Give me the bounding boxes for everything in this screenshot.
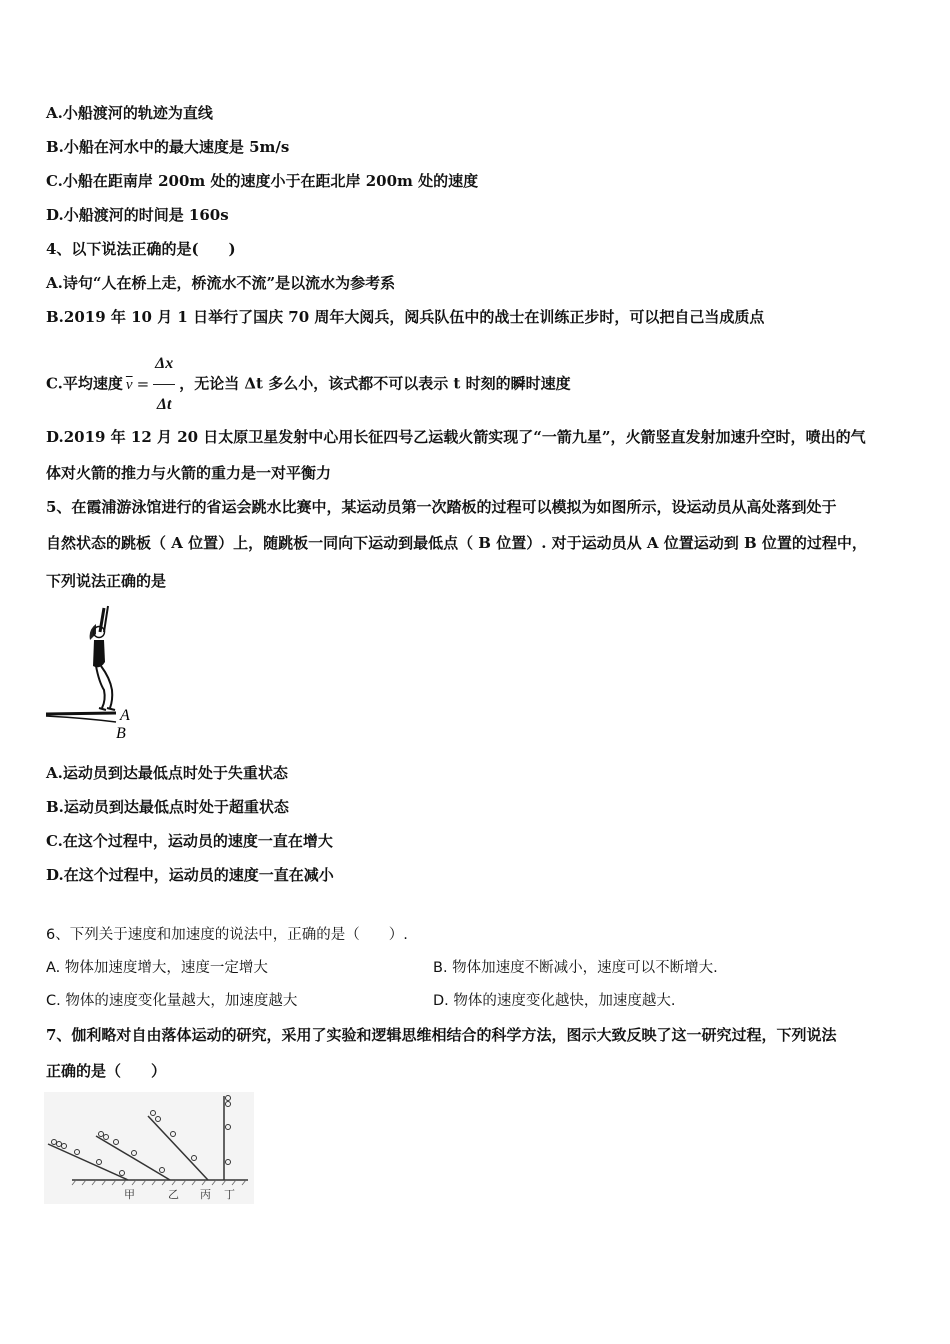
label-b-position: B xyxy=(116,725,126,742)
q4-option-d-line1: D.2019 年 12 月 20 日太原卫星发射中心用长征四号乙运载火箭实现了“一箭九星”，火箭竖直发射加速升空时，喷出的气 xyxy=(46,428,866,446)
q6-stem: 6、下列关于速度和加速度的说法中，正确的是（ ）. xyxy=(46,927,408,943)
q5-stem-line2: 自然状态的跳板（ A 位置）上，随跳板一同向下运动到最低点（ B 位置）. 对于运动员从 A 位置运动到 B 位置的过程中， xyxy=(46,534,867,552)
q5-option-b: B.运动员到达最低点时处于超重状态 xyxy=(46,798,289,816)
q6-option-c: C. 物体的速度变化量越大，加速度越大 xyxy=(46,993,298,1009)
diver-springboard-figure xyxy=(44,600,144,745)
label-bing: 丙 xyxy=(200,1189,211,1201)
q3-option-c: C.小船在距南岸 200m 处的速度小于在距北岸 200m 处的速度 xyxy=(46,172,479,190)
label-yi: 乙 xyxy=(168,1189,179,1201)
q4-option-c-suffix: ，无论当 Δt 多么小，该式都不可以表示 t 时刻的瞬时速度 xyxy=(179,374,571,393)
fraction-numerator: Δx xyxy=(153,344,175,385)
q5-option-d: D.在这个过程中，运动员的速度一直在减小 xyxy=(46,866,334,884)
label-jia: 甲 xyxy=(124,1189,135,1201)
q6-option-a: A. 物体加速度增大，速度一定增大 xyxy=(46,960,268,976)
q4-option-b: B.2019 年 10 月 1 日举行了国庆 70 周年大阅兵，阅兵队伍中的战士在训练正步时，可以把自己当成质点 xyxy=(46,308,765,326)
label-ding: 丁 xyxy=(224,1189,235,1201)
inclined-plane-figure xyxy=(44,1092,254,1204)
q3-option-b: B.小船在河水中的最大速度是 5m/s xyxy=(46,138,290,156)
delta-fraction xyxy=(153,344,175,425)
fraction-denominator: Δt xyxy=(156,396,172,413)
q5-stem-line1: 5、在霞浦游泳馆进行的省运会跳水比赛中，某运动员第一次踏板的过程可以模拟为如图所示，设运动员从高处落到处于 xyxy=(46,498,837,516)
q7-stem-line2: 正确的是（ ） xyxy=(46,1062,167,1080)
label-a-position: A xyxy=(120,707,130,724)
q4-option-c-prefix: C.平均速度 xyxy=(46,374,123,393)
average-velocity-symbol: $\overline{v}$ xyxy=(125,376,133,393)
q4-option-a: A.诗句“人在桥上走，桥流水不流”是以流水为参考系 xyxy=(46,274,396,292)
q4-option-d-line2: 体对火箭的推力与火箭的重力是一对平衡力 xyxy=(46,464,332,482)
q4-stem: 4、以下说法正确的是( ) xyxy=(46,240,236,258)
equals-sign: = xyxy=(136,374,150,393)
q3-option-a: A.小船渡河的轨迹为直线 xyxy=(46,104,213,122)
q5-stem-line3: 下列说法正确的是 xyxy=(46,572,167,590)
q3-option-d: D.小船渡河的时间是 160s xyxy=(46,206,229,224)
q6-option-b: B. 物体加速度不断减小，速度可以不断增大. xyxy=(433,960,718,976)
q4-option-c xyxy=(46,344,571,425)
q5-option-c: C.在这个过程中，运动员的速度一直在增大 xyxy=(46,832,333,850)
q5-option-a: A.运动员到达最低点时处于失重状态 xyxy=(46,764,288,782)
q7-stem-line1: 7、伽利略对自由落体运动的研究，采用了实验和逻辑思维相结合的科学方法，图示大致反映了这一研究过程，下列说法 xyxy=(46,1026,837,1044)
q6-option-d: D. 物体的速度变化越快，加速度越大. xyxy=(433,993,676,1009)
